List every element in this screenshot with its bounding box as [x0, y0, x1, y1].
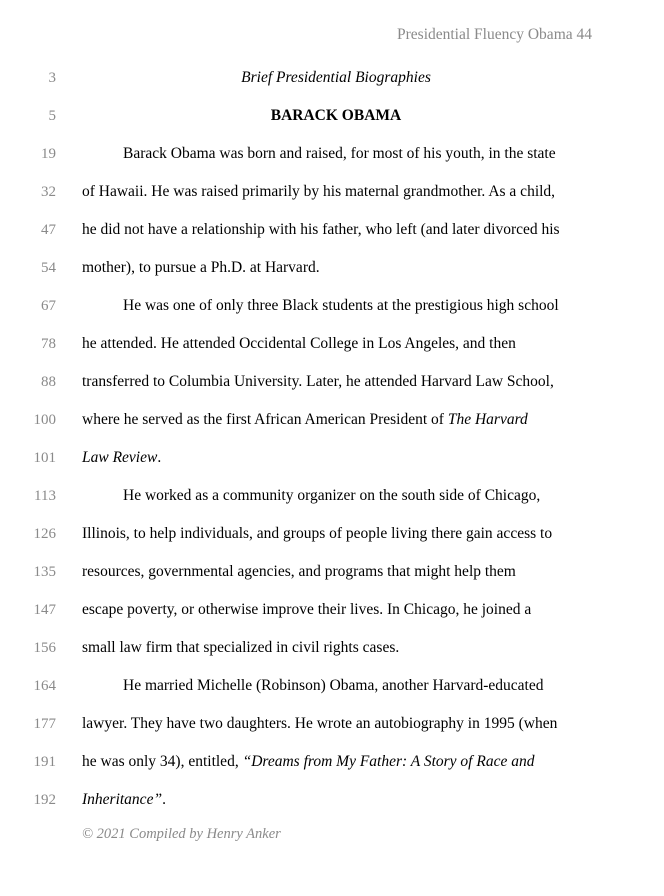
- line-number: 32: [41, 184, 56, 200]
- line-text: [82, 106, 590, 126]
- line-text: [82, 182, 612, 202]
- line-text: [82, 68, 590, 88]
- document-line: [0, 524, 664, 562]
- italic-text: Law Review: [82, 449, 158, 466]
- line-text: [82, 752, 612, 772]
- document-line: [0, 448, 664, 486]
- text-run: Illinois, to help individuals, and groups of people living there gain access to: [82, 525, 553, 542]
- text-run: .: [157, 449, 162, 466]
- text-run: mother), to pursue a Ph.D. at Harvard.: [82, 259, 320, 276]
- text-run: .: [162, 791, 166, 808]
- heading-text: BARACK OBAMA: [270, 107, 402, 124]
- document-line: [0, 334, 664, 372]
- document-line: [0, 182, 664, 220]
- line-number: 67: [41, 298, 56, 314]
- line-number: 54: [41, 260, 56, 276]
- text-run: resources, governmental agencies, and programs that might help them: [82, 563, 516, 580]
- line-text: [82, 714, 612, 734]
- document-line: [0, 790, 664, 828]
- italic-text: Inheritance”: [82, 791, 163, 808]
- text-run: he attended. He attended Occidental College in Los Angeles, and then: [82, 335, 516, 352]
- text-run: He worked as a community organizer on the south side of Chicago,: [123, 487, 541, 504]
- copyright-footer: © 2021 Compiled by Henry Anker: [82, 826, 281, 842]
- running-header: Presidential Fluency Obama 44: [397, 26, 592, 43]
- italic-text: “Dreams from My Father: A Story of Race and: [242, 753, 535, 770]
- line-number: 191: [33, 754, 56, 770]
- line-number: 126: [33, 526, 56, 542]
- text-run: He married Michelle (Robinson) Obama, another Harvard-educated: [123, 677, 544, 694]
- document-line: [0, 410, 664, 448]
- document-line: [0, 372, 664, 410]
- line-number: 47: [41, 222, 56, 238]
- line-text: [82, 334, 612, 354]
- document-line: [0, 106, 664, 144]
- document-line: [0, 638, 664, 676]
- text-run: lawyer. They have two daughters. He wrote an autobiography in 1995 (when: [82, 715, 558, 732]
- document-line: [0, 144, 664, 182]
- text-run: Barack Obama was born and raised, for most of his youth, in the state: [123, 145, 556, 162]
- text-run: He was one of only three Black students at the prestigious high school: [123, 297, 559, 314]
- line-text: [82, 486, 612, 506]
- line-number: 164: [33, 678, 56, 694]
- document-line: [0, 68, 664, 106]
- line-number: 147: [33, 602, 56, 618]
- line-number: 19: [41, 146, 56, 162]
- line-text: [82, 676, 612, 696]
- line-number: 177: [33, 716, 56, 732]
- line-number: 135: [33, 564, 56, 580]
- line-number: 113: [34, 488, 56, 504]
- line-text: [82, 600, 612, 620]
- document-line: [0, 714, 664, 752]
- document-line: [0, 752, 664, 790]
- line-text: [82, 638, 612, 658]
- line-text: [82, 562, 612, 582]
- line-text: [82, 220, 612, 240]
- line-text: [82, 296, 612, 316]
- line-number: 192: [33, 792, 56, 808]
- document-line: [0, 676, 664, 714]
- line-number: 3: [48, 70, 56, 86]
- text-run: escape poverty, or otherwise improve their lives. In Chicago, he joined a: [82, 601, 532, 618]
- text-run: transferred to Columbia University. Later, he attended Harvard Law School,: [82, 373, 554, 390]
- text-run: where he served as the first African American President of: [82, 411, 448, 428]
- line-text: [82, 372, 612, 392]
- line-number: 5: [48, 108, 56, 124]
- line-number: 88: [41, 374, 56, 390]
- document-line: [0, 258, 664, 296]
- line-text: [82, 410, 612, 430]
- line-number: 78: [41, 336, 56, 352]
- line-text: [82, 144, 612, 164]
- document-line: [0, 486, 664, 524]
- text-run: of Hawaii. He was raised primarily by his maternal grandmother. As a child,: [82, 183, 556, 200]
- line-text: [82, 258, 612, 278]
- line-number: 101: [33, 450, 56, 466]
- text-run: he did not have a relationship with his father, who left (and later divorced his: [82, 221, 560, 238]
- italic-text: The Harvard: [447, 411, 528, 428]
- line-text: [82, 448, 612, 468]
- line-text: [82, 790, 612, 810]
- text-run: small law firm that specialized in civil rights cases.: [82, 639, 400, 656]
- italic-text: Brief Presidential Biographies: [241, 69, 431, 86]
- line-number: 156: [33, 640, 56, 656]
- line-text: [82, 524, 612, 544]
- line-number: 100: [33, 412, 56, 428]
- document-line: [0, 296, 664, 334]
- document-line: [0, 600, 664, 638]
- document-line: [0, 220, 664, 258]
- document-line: [0, 562, 664, 600]
- text-run: he was only 34), entitled,: [82, 753, 243, 770]
